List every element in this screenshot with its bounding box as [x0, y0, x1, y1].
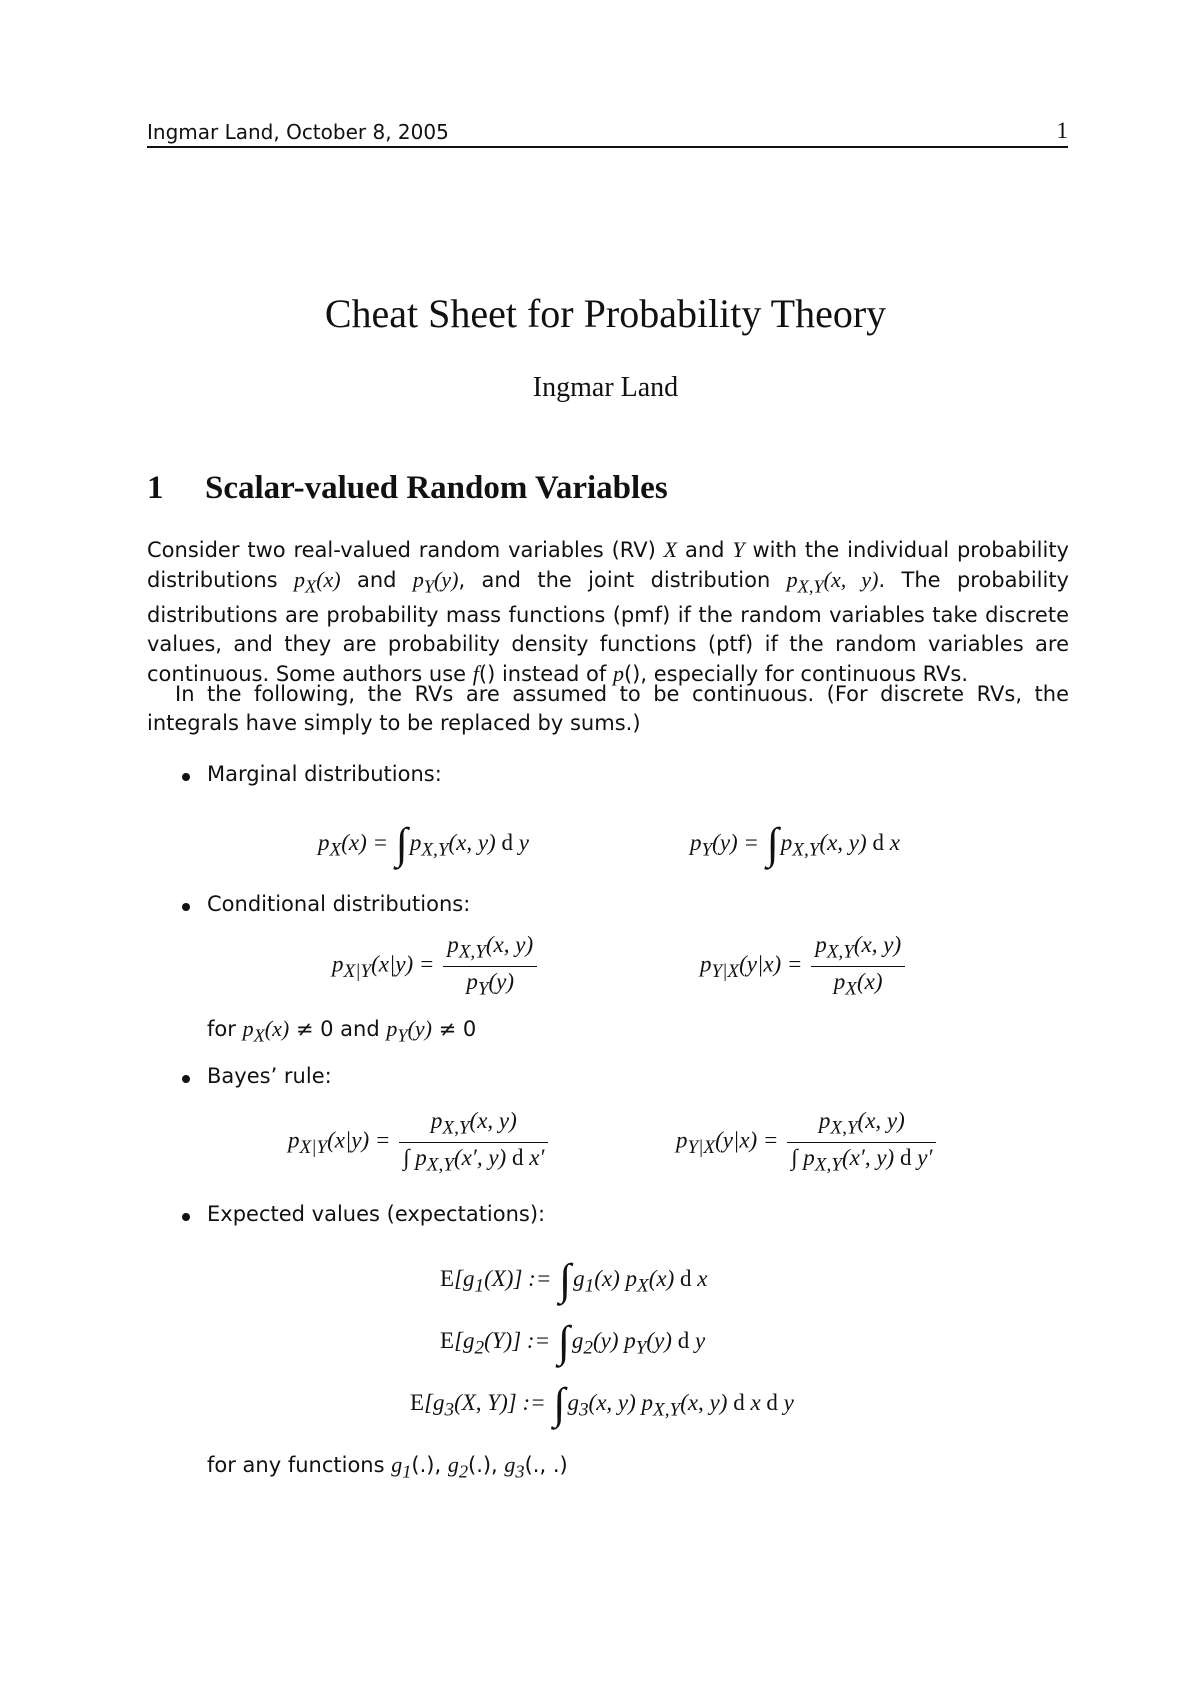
conditional-condition-note: for $p_X(x) \ne 0$ and $p_Y(y) \ne 0$: [207, 1016, 477, 1046]
equation-marginal-x: $p_X(x) = \int p_{X,Y}(x$, y) d y: [318, 819, 529, 868]
equation-expectation-2: $E[g_2(Y)]$ := $\int g_2(y)$ $p_Y(y)$ d y: [440, 1317, 706, 1366]
running-header: [147, 118, 1068, 148]
equation-bayes-y: $p_{Y|X}(y|x)$ = $\frac{p_{X,Y}(x, y)}{\int p_{X,Y}(x', y) d y'}$: [676, 1108, 939, 1176]
intro-text: and the joint distribution: [481, 568, 771, 592]
intro-paragraph-1: Consider two real-valued random variables (RV) X and Y with the individual probability distributions $p_X(x)$ and $p_Y(y)$, and the joint distribution $p_{X,Y}(x$, y). The probability distributions are probability mass functions (pmf) if the random variables take discrete values, and they are probability density functions (ptf) if the random variables are continuous. Some authors use f() instead of p(), especially for continuous RVs.: [147, 537, 1069, 687]
equation-expectation-3: $E[g_3(X$, Y)] := $\int g_3(x$, y) $p_{X,Y}(x$, y) d x d y: [410, 1379, 794, 1428]
section-title: Scalar-valued Random Variables: [205, 470, 668, 506]
section-heading: [147, 470, 668, 507]
document-author: Ingmar Land: [532, 372, 679, 403]
expectation-functions-note: for any functions $g_1(.)$, $g_2(.)$, $g_3$(., .): [207, 1452, 568, 1482]
equation-expectation-1: $E[g_1(X)]$ := $\int g_1(x)$ $p_X(x)$ d x: [440, 1255, 708, 1304]
intro-text: Consider two real-valued random variables (RV): [147, 538, 656, 562]
intro-text: The probability distributions are probability mass functions (pmf) if the random variables take discrete values, and they are probability density functions (ptf) if the random variables are continuous. Some authors use: [147, 568, 1069, 687]
equation-conditional-y: $p_{Y|X}(y|x)$ = $\frac{p_{X,Y}(x, y)}{p_X(x)}$: [700, 932, 908, 1000]
intro-text: especially for continuous RVs.: [653, 662, 969, 687]
equation-conditional-x: $p_{X|Y}(x|y)$ = $\frac{p_{X,Y}(x, y)}{p_Y(y)}$: [332, 932, 540, 1000]
document-title: Cheat Sheet for Probability Theory: [324, 291, 887, 336]
bullet-icon: [182, 1075, 190, 1083]
intro-paragraph-2: In the following, the RVs are assumed to be continuous. (For discrete RVs, the integrals have simply to be replaced by sums.): [147, 682, 1069, 735]
bullet-icon: [182, 773, 190, 781]
section-number: 1: [147, 470, 164, 506]
bullet-icon: [182, 903, 190, 911]
equation-bayes-x: $p_{X|Y}(x|y)$ = $\frac{p_{X,Y}(x, y)}{\int p_{X,Y}(x', y) d x'}$: [288, 1108, 551, 1176]
header-author-date: Ingmar Land, October 8, 2005: [147, 120, 449, 144]
bullet-icon: [182, 1213, 190, 1221]
intro-text: instead of: [501, 662, 607, 687]
equation-marginal-y: $p_Y(y) = \int p_{X,Y}(x$, y) d x: [690, 819, 900, 868]
intro-text: with the individual probability distributions: [147, 538, 1069, 592]
page-number: 1: [1056, 118, 1068, 143]
